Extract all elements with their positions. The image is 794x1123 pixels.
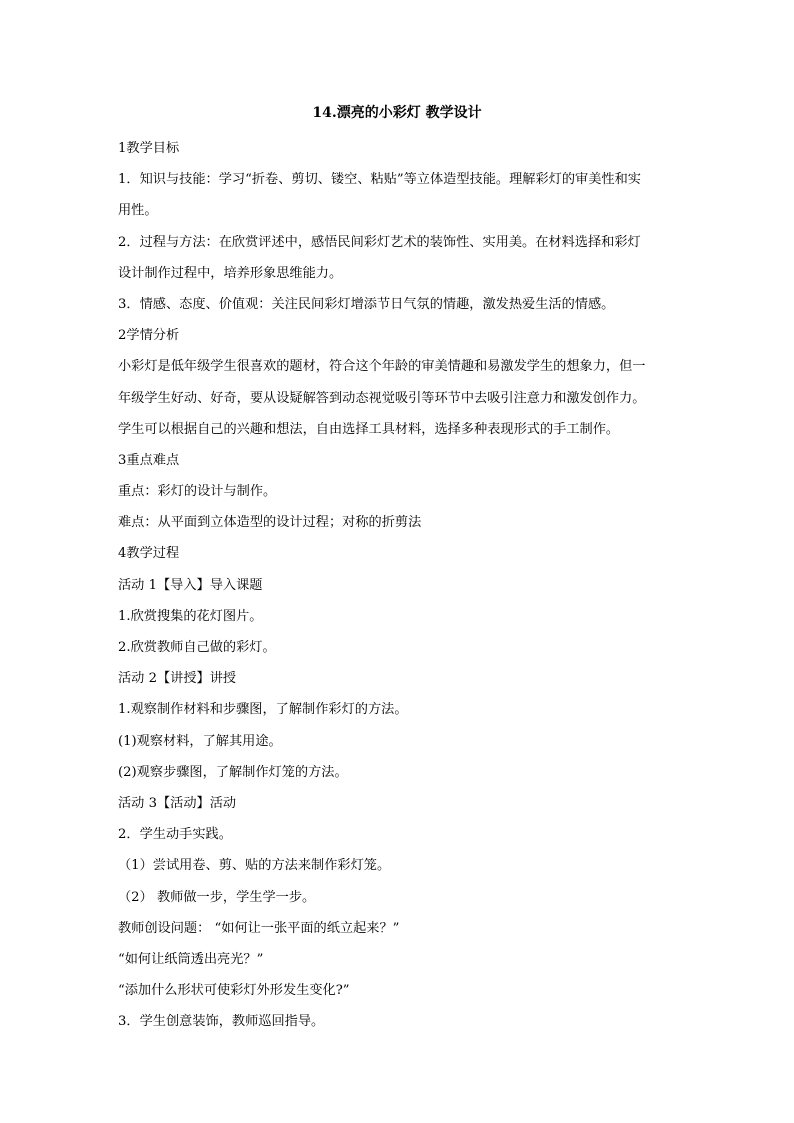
paragraph-line: （2） 教师做一步，学生学一步。 [118, 889, 316, 905]
document-title: 14.漂亮的小彩灯 教学设计 [312, 105, 482, 121]
paragraph-line: 用性。 [118, 203, 158, 219]
paragraph-line: “如何让纸筒透出亮光？” [118, 951, 264, 967]
section-heading-process: 4教学过程 [118, 546, 180, 562]
section-heading-key-points: 3重点难点 [118, 452, 180, 468]
paragraph-line: 2.欣赏教师自己做的彩灯。 [118, 640, 276, 655]
paragraph-line: 3．学生创意装饰，教师巡回指导。 [118, 1014, 325, 1030]
paragraph-line: 1.观察制作材料和步骤图，了解制作彩灯的方法。 [118, 702, 408, 718]
paragraph-line: 1.欣赏搜集的花灯图片。 [118, 608, 263, 624]
paragraph-line: 2．学生动手实践。 [118, 827, 232, 843]
paragraph-line: 教师创设问题： “如何让一张平面的纸立起来？” [118, 920, 400, 936]
paragraph-line: 小彩灯是低年级学生很喜欢的题材，符合这个年龄的审美情趣和易激发学生的想象力，但一 [118, 359, 646, 375]
paragraph-line: 学生可以根据自己的兴趣和想法，自由选择工具材料，选择多种表现形式的手工制作。 [118, 421, 620, 437]
activity-heading: 活动 2【讲授】讲授 [118, 671, 237, 687]
paragraph-line: 年级学生好动、好奇，要从设疑解答到动态视觉吸引等环节中去吸引注意力和激发创作力。 [118, 390, 646, 406]
activity-heading: 活动 3【活动】活动 [118, 795, 237, 811]
paragraph-line: 难点：从平面到立体造型的设计过程；对称的折剪法 [118, 515, 422, 531]
document-body [118, 133, 678, 1037]
paragraph-line: （1）尝试用卷、剪、贴的方法来制作彩灯笼。 [118, 858, 391, 874]
paragraph-line: (1)观察材料，了解其用途。 [118, 733, 282, 749]
section-heading-analysis: 2学情分析 [118, 328, 180, 344]
paragraph-line: (2)观察步骤图，了解制作灯笼的方法。 [118, 764, 348, 780]
paragraph-line: 1．知识与技能：学习“折卷、剪切、镂空、粘贴”等立体造型技能。理解彩灯的审美性和实 [118, 172, 641, 188]
activity-heading: 活动 1【导入】导入课题 [118, 577, 263, 593]
paragraph-line: “添加什么形状可使彩灯外形发生变化?” [118, 983, 350, 999]
paragraph-line: 设计制作过程中，培养形象思维能力。 [118, 265, 343, 281]
paragraph-line: 2．过程与方法：在欣赏评述中，感悟民间彩灯艺术的装饰性、实用美。在材料选择和彩灯 [118, 234, 641, 250]
section-heading-objectives: 1教学目标 [118, 141, 180, 156]
paragraph-line: 重点：彩灯的设计与制作。 [118, 484, 277, 500]
paragraph-line: 3．情感、态度、价值观：关注民间彩灯增添节日气氛的情趣，激发热爱生活的情感。 [118, 296, 615, 312]
